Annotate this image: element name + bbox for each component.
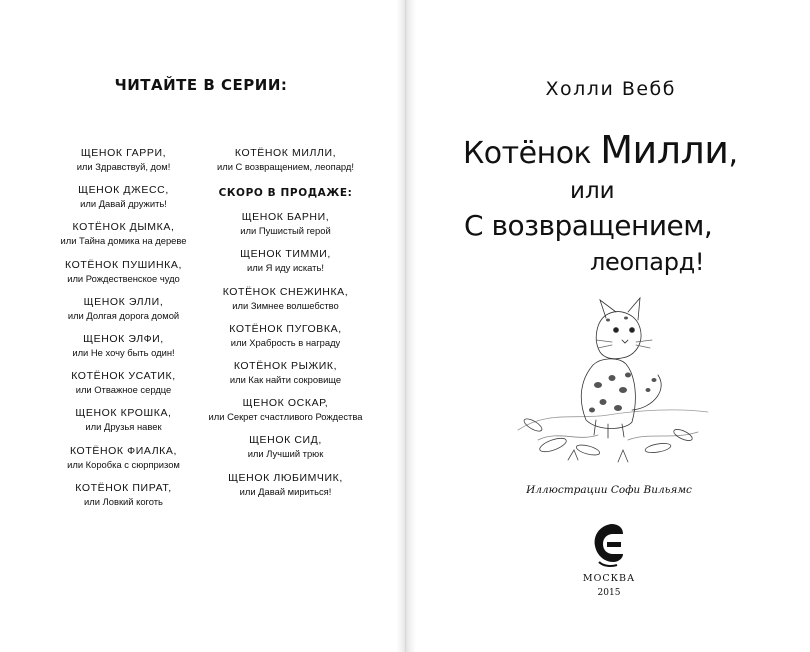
illustrator-credit: Иллюстрации Софи Вильямс — [526, 484, 692, 496]
book-title: ЩЕНОК КРОШКА, — [75, 407, 172, 420]
book-title: КОТЁНОК УСАТИК, — [71, 370, 176, 383]
book-subtitle: или Я иду искать! — [247, 262, 324, 274]
book-subtitle: или Рождественское чудо — [67, 272, 180, 284]
book-title: КОТЁНОК ДЫМКА, — [72, 221, 175, 234]
book-title: ЩЕНОК ЛЮБИМЧИК, — [228, 471, 343, 484]
book-subtitle: или Давай мириться! — [239, 485, 332, 497]
book-title-line1 — [463, 128, 738, 172]
book-subtitle: или Долгая дорога домой — [67, 309, 180, 321]
book-title: ЩЕНОК ОСКАР, — [242, 397, 329, 410]
list-item — [198, 359, 373, 396]
book-title-line2: или — [570, 178, 615, 204]
title-name: Милли — [600, 128, 729, 172]
book-title: КОТЁНОК ПУГОВКА, — [229, 322, 342, 335]
book-subtitle: или Пушистый герой — [240, 225, 331, 237]
coming-soon-heading: СКОРО В ПРОДАЖЕ: — [218, 187, 353, 200]
publication-year: 2015 — [597, 588, 621, 598]
series-list-right — [198, 146, 373, 508]
book-title: КОТЁНОК ФИАЛКА, — [69, 444, 178, 457]
page-divider — [405, 0, 406, 652]
list-item — [198, 322, 373, 359]
list-item — [36, 369, 211, 406]
series-heading: ЧИТАЙТЕ В СЕРИИ: — [114, 76, 288, 94]
book-title: КОТЁНОК СНЕЖИНКА, — [222, 285, 349, 298]
list-item — [36, 295, 211, 332]
kitten-illustration — [508, 290, 718, 470]
book-title: ЩЕНОК ТИММИ, — [240, 248, 331, 261]
list-item — [36, 146, 211, 183]
list-item — [198, 247, 373, 284]
book-subtitle: или С возвращением, леопард! — [217, 161, 354, 172]
list-item — [36, 481, 211, 518]
book-title: ЩЕНОК БАРНИ, — [241, 211, 330, 224]
eksmo-logo-icon — [589, 522, 627, 568]
list-item — [36, 332, 211, 369]
book-subtitle: или Ловкий коготь — [84, 495, 163, 507]
author-name: Холли Вебб — [545, 78, 676, 100]
title-comma: , — [728, 136, 738, 171]
list-item — [36, 444, 211, 481]
book-subtitle: или Здравствуй, дом! — [76, 161, 171, 172]
coming-soon-list — [198, 210, 373, 508]
list-item — [198, 396, 373, 433]
book-subtitle: или Тайна домика на дереве — [60, 235, 187, 247]
book-subtitle: или Не хочу быть один! — [72, 346, 175, 358]
list-item — [36, 258, 211, 295]
series-list-left — [36, 146, 211, 518]
book-title: ЩЕНОК ЭЛФИ, — [83, 332, 164, 345]
list-item — [36, 183, 211, 220]
list-item — [36, 220, 211, 257]
book-title: КОТЁНОК ПИРАТ, — [75, 481, 172, 494]
book-title-line3: С возвращением, — [464, 209, 713, 242]
list-item — [198, 433, 373, 470]
book-title: КОТЁНОК ПУШИНКА, — [65, 258, 182, 271]
list-item — [198, 146, 373, 183]
book-subtitle: или Зимнее волшебство — [232, 299, 339, 311]
book-title: КОТЁНОК МИЛЛИ, — [234, 147, 337, 159]
book-subtitle: или Давай дружить! — [80, 198, 167, 210]
publisher-city: МОСКВА — [582, 573, 636, 584]
book-title-line4: леопард! — [590, 248, 705, 276]
book-subtitle: или Секрет счастливого Рождества — [208, 411, 363, 423]
list-item — [198, 471, 373, 508]
book-title: КОТЁНОК РЫЖИК, — [233, 359, 338, 372]
list-item — [36, 406, 211, 443]
book-subtitle: или Лучший трюк — [247, 448, 324, 460]
book-title: ЩЕНОК ГАРРИ, — [80, 147, 167, 159]
book-title: ЩЕНОК ЭЛЛИ, — [83, 295, 164, 308]
book-subtitle: или Как найти сокровище — [229, 373, 342, 385]
book-subtitle: или Храбрость в награду — [230, 336, 341, 348]
book-gutter — [396, 0, 416, 652]
book-title: ЩЕНОК СИД, — [249, 434, 322, 447]
book-subtitle: или Отважное сердце — [75, 384, 172, 396]
list-item — [198, 210, 373, 247]
book-title: ЩЕНОК ДЖЕСС, — [78, 184, 169, 197]
list-item — [198, 285, 373, 322]
book-subtitle: или Коробка с сюрпризом — [67, 458, 180, 470]
book-subtitle: или Друзья навек — [85, 421, 162, 433]
title-part: Котёнок — [463, 136, 601, 171]
